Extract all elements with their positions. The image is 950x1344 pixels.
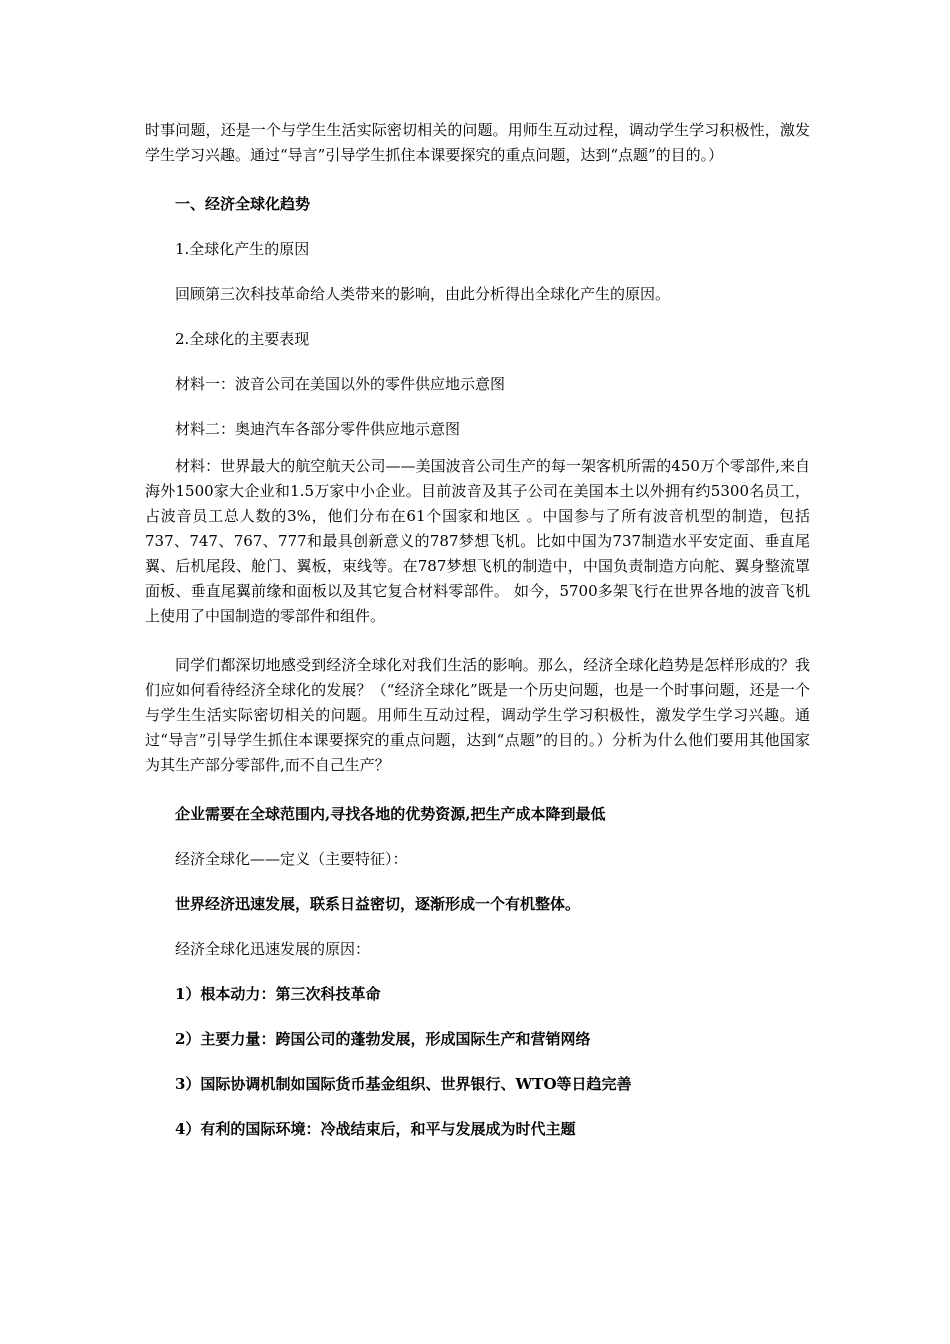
material-two-caption: 材料二：奥迪汽车各部分零件供应地示意图 bbox=[175, 420, 461, 438]
reasons-heading: 经济全球化迅速发展的原因： bbox=[175, 940, 371, 958]
document-page bbox=[145, 118, 810, 1142]
subheading-globalization-manifestations: 2.全球化的主要表现 bbox=[175, 330, 310, 348]
section-heading-economic-globalization: 一、经济全球化趋势 bbox=[175, 195, 311, 213]
reason-item-3: 3）国际协调机制如国际货币基金组织、世界银行、WTO等日趋完善 bbox=[175, 1075, 632, 1093]
statement-enterprise-resources: 企业需要在全球范围内,寻找各地的优势资源,把生产成本降到最低 bbox=[175, 805, 606, 823]
paragraph-boeing-material: 材料：世界最大的航空航天公司——美国波音公司生产的每一架客机所需的450万个零部件,来自海外1500家大企业和1.5万家中小企业。目前波音及其子公司在美国本土以外拥有约5300名员工，占波音员工总人数的3%，他们分布在61个国家和地区 。中国参与了所有波音机型的制造，包括737、747、767、777和最具创新意义的787梦想飞机。比如中国为737制造水平安定面、垂直尾翼、后机尾段、舱门、翼板，束线等。在787梦想飞机的制造中，中国负责制造方向舵、翼身整流罩面板、垂直尾翼前缘和面板以及其它复合材料零部件。 如今，5700多架飞行在世界各地的波音飞机上使用了中国制造的零部件和组件。 bbox=[145, 457, 810, 625]
material-one-caption: 材料一：波音公司在美国以外的零件供应地示意图 bbox=[175, 375, 506, 393]
definition-statement: 世界经济迅速发展，联系日益密切，逐渐形成一个有机整体。 bbox=[175, 895, 581, 913]
paragraph-review-tech-revolution: 回顾第三次科技革命给人类带来的影响，由此分析得出全球化产生的原因。 bbox=[175, 285, 671, 303]
paragraph-student-reflection: 同学们都深切地感受到经济全球化对我们生活的影响。那么，经济全球化趋势是怎样形成的？我们应如何看待经济全球化的发展？（“经济全球化”既是一个历史问题，也是一个时事问题，还是一个与学生生活实际密切相关的问题。用师生互动过程，调动学生学习积极性，激发学生学习兴趣。通过“导言”引导学生抓住本课要探究的重点问题，达到“点题”的目的。）分析为什么他们要用其他国家为其生产部分零部件,而不自己生产？ bbox=[145, 656, 810, 774]
definition-heading: 经济全球化——定义（主要特征）： bbox=[175, 850, 408, 868]
reason-item-2: 2）主要力量：跨国公司的蓬勃发展，形成国际生产和营销网络 bbox=[175, 1030, 591, 1048]
reason-item-4: 4）有利的国际环境：冷战结束后，和平与发展成为时代主题 bbox=[175, 1120, 576, 1138]
reason-item-1: 1）根本动力：第三次科技革命 bbox=[175, 985, 381, 1003]
subheading-globalization-causes: 1.全球化产生的原因 bbox=[175, 240, 310, 258]
paragraph-intro-continuation: 时事问题，还是一个与学生生活实际密切相关的问题。用师生互动过程，调动学生学习积极性，激发学生学习兴趣。通过“导言”引导学生抓住本课要探究的重点问题，达到“点题”的目的。） bbox=[145, 121, 810, 164]
